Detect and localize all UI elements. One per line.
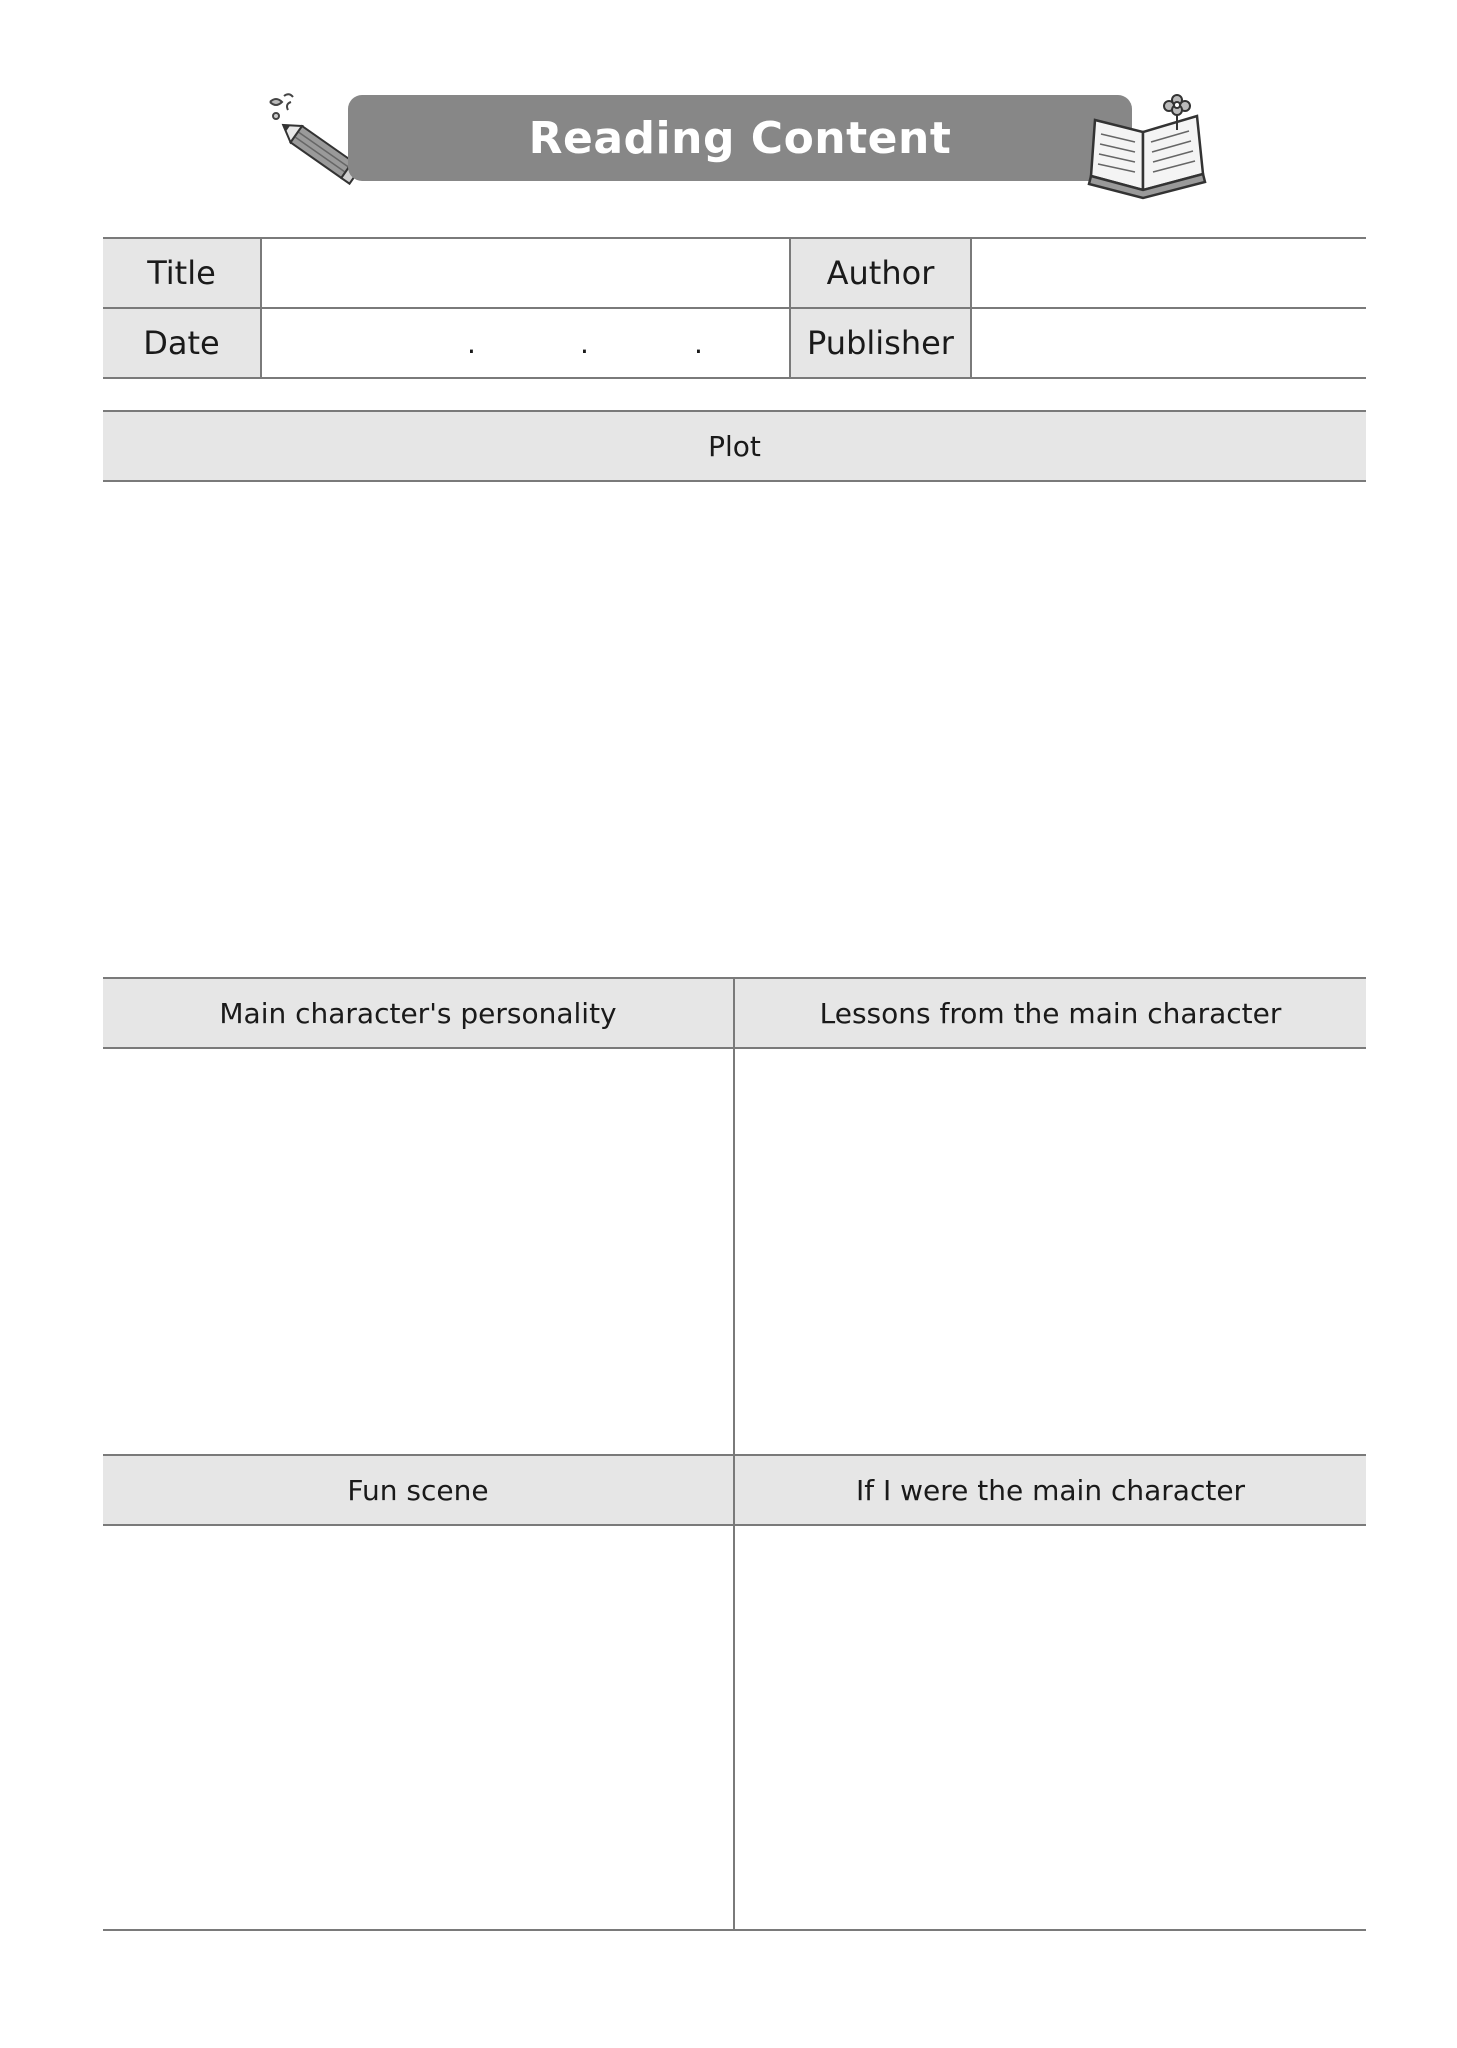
publisher-field[interactable] bbox=[971, 308, 1366, 378]
date-separator: . bbox=[467, 327, 476, 360]
book-info-table bbox=[103, 237, 1366, 379]
fun-scene-writing-area[interactable] bbox=[103, 1526, 733, 1929]
banner bbox=[348, 95, 1132, 181]
info-row-title bbox=[103, 238, 1366, 308]
if-i-were-writing-area[interactable] bbox=[735, 1526, 1366, 1929]
personality-writing-area[interactable] bbox=[103, 1049, 733, 1454]
column-divider bbox=[733, 977, 735, 1931]
personality-header-label: Main character's personality bbox=[219, 996, 617, 1030]
personality-header bbox=[103, 977, 733, 1049]
date-field[interactable] bbox=[261, 308, 790, 378]
plot-header bbox=[103, 410, 1366, 482]
author-field[interactable] bbox=[971, 238, 1366, 308]
date-label: Date bbox=[103, 308, 261, 378]
lessons-header bbox=[735, 977, 1366, 1049]
lessons-header-label: Lessons from the main character bbox=[819, 996, 1282, 1030]
bottom-rule bbox=[103, 1929, 1366, 1931]
lessons-writing-area[interactable] bbox=[735, 1049, 1366, 1454]
title-field[interactable] bbox=[261, 238, 790, 308]
title-label: Title bbox=[103, 238, 261, 308]
open-book-icon bbox=[1085, 90, 1210, 200]
plot-writing-area[interactable] bbox=[103, 482, 1366, 976]
if-i-were-header bbox=[735, 1454, 1366, 1526]
date-separator: . bbox=[694, 327, 703, 360]
if-i-were-header-label: If I were the main character bbox=[855, 1473, 1246, 1507]
fun-scene-header-label: Fun scene bbox=[347, 1473, 489, 1507]
date-separator: . bbox=[580, 327, 589, 360]
publisher-label: Publisher bbox=[790, 308, 971, 378]
info-row-date bbox=[103, 308, 1366, 378]
page-title: Reading Content bbox=[528, 112, 952, 164]
plot-header-label: Plot bbox=[708, 429, 761, 463]
author-label: Author bbox=[790, 238, 971, 308]
fun-scene-header bbox=[103, 1454, 733, 1526]
